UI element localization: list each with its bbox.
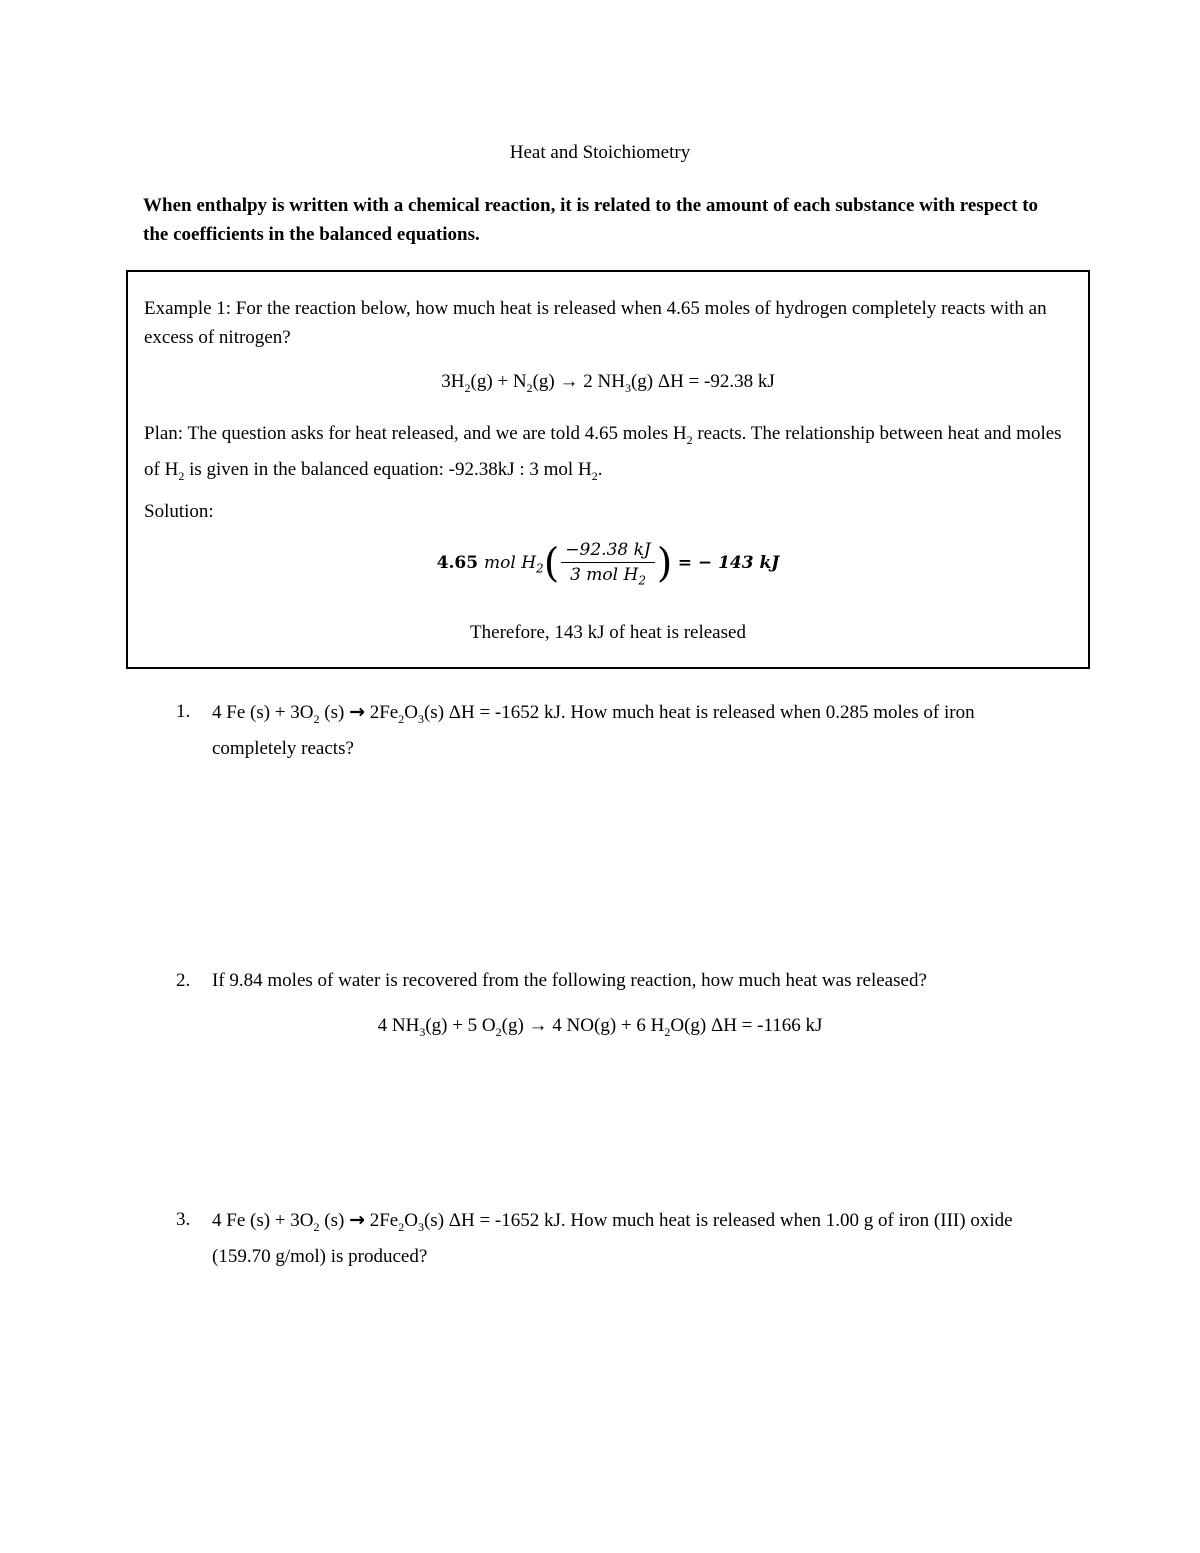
page-title: Heat and Stoichiometry [509, 142, 691, 163]
example-plan: Plan: The question asks for heat released, and we are told 4.65 moles $H_2$ reacts. The relationship between heat and moles of $H_2$ is given in the balanced equation: -92.38kJ : 3 mol $H_2$. [144, 423, 1062, 483]
example-question: Example 1: For the reaction below, how much heat is released when 4.65 moles of hydrogen completely reacts with an excess of nitrogen? [144, 298, 1047, 348]
question-3: 3. 4 Fe $(s) + 3O_2$ $(s) \to 2Fe_2O_3(s) \Delta H = -1652$ kJ. How much heat is released when 1.00 g of iron (III) oxide (159.70 g/mol) is produced? [176, 1209, 1013, 1267]
question-1: 1. 4 Fe $(s) + 3O_2$ $(s) \to 2Fe_2O_3(s) \Delta H = -1652$ kJ. How much heat is released when 0.285 moles of iron completely reacts? [176, 701, 975, 759]
solution-math: 4.65 mol $H_2$( $\frac{-92.38 kJ}{3 mol H_2}$ ) = − 143 kJ [436, 540, 780, 588]
question-2: 2. If 9.84 moles of water is recovered from the following reaction, how much heat was released? [176, 970, 927, 991]
solution-fraction: $\frac{-92.38 kJ}{3 mol H_2}$ [561, 540, 654, 587]
example-conclusion: Therefore, 143 kJ of heat is released [470, 622, 746, 643]
arrow-icon: → [349, 1209, 365, 1231]
arrow-icon: → [349, 701, 365, 723]
example-equation: $3H_2(g) + N_2(g) \to 2$ $NH_3(g) \Delta H = -92.38$ kJ [441, 371, 775, 395]
intro-paragraph: When enthalpy is written with a chemical reaction, it is related to the amount of each substance with respect to the coefficients in the balanced equations. [143, 195, 1039, 245]
solution-label: Solution: [144, 501, 214, 522]
example-box [126, 270, 1090, 669]
question-2-equation: 4 $NH_3(g) + 5$ $O_2(g) \to 4$ NO(g) + 6 $H_2O(g) \Delta H = -1166$ kJ [377, 1015, 823, 1039]
